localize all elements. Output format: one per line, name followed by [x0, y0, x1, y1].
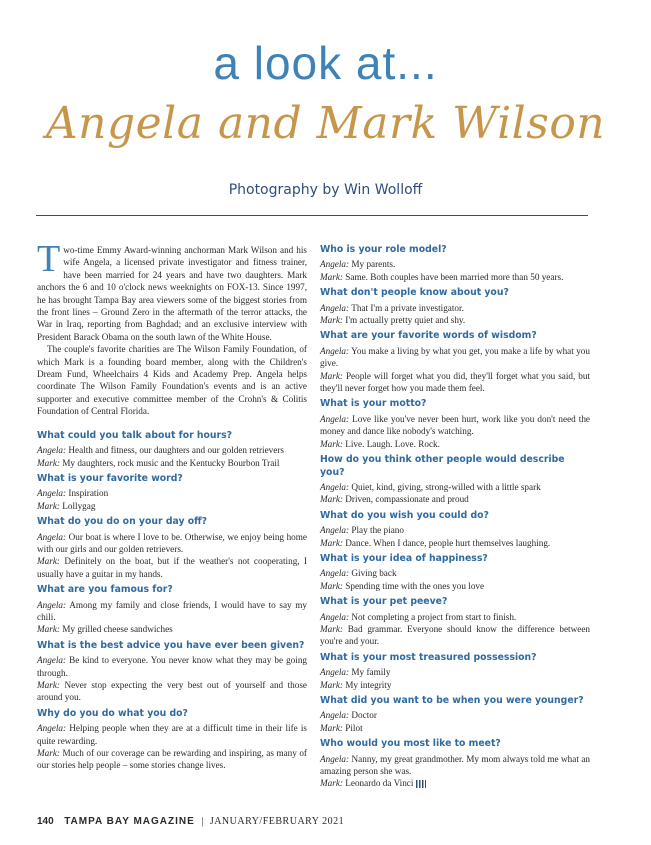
speaker-name: Angela: [320, 667, 350, 678]
speaker-name: Mark: [37, 556, 60, 567]
answer [320, 258, 590, 270]
answer-text: Love like you've never been hurt, work like you don't need the money and dance like nobody's watching. [320, 413, 590, 437]
answer [320, 679, 590, 691]
speaker-name: Mark: [320, 623, 343, 634]
speaker-name: Angela: [37, 531, 67, 542]
answer-text: My integrity [345, 679, 392, 690]
answer [320, 438, 590, 450]
answer [320, 345, 590, 370]
speaker-name: Mark: [320, 679, 343, 690]
answer [320, 302, 590, 314]
speaker-name: Angela: [320, 481, 350, 492]
question: What are your favorite words of wisdom? [320, 330, 537, 342]
qa-block [320, 695, 590, 734]
answer-text: Driven, compassionate and proud [345, 494, 469, 505]
qa-block [320, 510, 590, 549]
answer-text: Helping people when they are at a difficult time in their life is quite rewarding. [37, 723, 308, 746]
intro-paragraph-2: The couple's favorite charities are The Wilson Family Foundation, of which Mark is a founding board member, along with the Children's Dream Fund, Wheelchairs 4 Kids and Academy Prep. Angela helps coordinate The Wilson Family Foundation's events and is an active supporter and executive committee member of the Crohn's & Colitis Foundation of Central Florida. [37, 344, 307, 417]
answer-text: Quiet, kind, giving, strong-willed with a little spark [351, 481, 541, 492]
speaker-name: Angela: [320, 259, 350, 270]
answer-text: Among my family and close friends, I would have to say my chili. [37, 599, 307, 622]
speaker-name: Angela: [37, 488, 67, 499]
answer [37, 747, 307, 772]
answer-text: Bad grammar. Everyone should know the difference between you're and your. [320, 623, 590, 647]
answer [37, 531, 307, 556]
question: How do you think other people would describe you? [320, 454, 565, 478]
page-number: 140 [37, 816, 54, 827]
answer [320, 777, 590, 789]
qa-block [320, 454, 590, 506]
answer [320, 524, 590, 536]
speaker-name: Mark: [320, 271, 343, 282]
question: What could you talk about for hours? [37, 429, 233, 441]
answer-text: Be kind to everyone. You never know what they may be going through. [37, 655, 308, 678]
answer-text: Play the piano [351, 525, 404, 536]
speaker-name: Mark: [320, 778, 343, 789]
answer-text: Leonardo da Vinci [345, 778, 414, 789]
speaker-name: Angela: [320, 568, 350, 579]
qa-block [37, 708, 307, 772]
answer [37, 500, 307, 512]
speaker-name: Mark: [320, 722, 343, 733]
drop-cap: T [37, 238, 61, 280]
answer [320, 623, 590, 648]
qa-block [320, 738, 590, 790]
qa-block [320, 287, 590, 326]
speaker-name: Angela: [320, 753, 350, 764]
issue-date: JANUARY/FEBRUARY 2021 [209, 816, 345, 827]
answer-text: Health and fitness, our daughters and our golden retrievers [68, 445, 284, 456]
answer-text: Doctor [351, 710, 377, 721]
question: Who is your role model? [320, 244, 447, 255]
magazine-name: TAMPA BAY MAGAZINE [64, 816, 195, 827]
speaker-name: Angela: [320, 525, 350, 536]
answer [37, 722, 307, 747]
answer-text: Dance. When I dance, people hurt themselves laughing. [345, 537, 551, 548]
answer [320, 722, 590, 734]
answer-text: People will forget what you did, they'll forget what you said, but they'll never forget how you made them feel. [320, 370, 591, 394]
speaker-name: Mark: [320, 537, 343, 548]
answer [37, 444, 307, 456]
answer [37, 457, 307, 469]
speaker-name: Angela: [320, 413, 350, 424]
speaker-name: Angela: [320, 345, 350, 356]
answer-text: Never stop expecting the very best out of yourself and those around you. [37, 680, 308, 703]
speaker-name: Mark: [320, 315, 343, 326]
answer-text: I'm actually pretty quiet and shy. [345, 315, 466, 326]
answer [37, 487, 307, 499]
page-footer [37, 816, 344, 827]
qa-block [320, 596, 590, 648]
photo-credit: Photography by Win Wolloff [228, 182, 423, 198]
answer-text: Giving back [351, 568, 397, 579]
speaker-name: Mark: [320, 494, 343, 505]
answer [320, 753, 590, 778]
answer [320, 493, 590, 505]
speaker-name: Mark: [37, 748, 60, 759]
answer [37, 555, 307, 580]
answer-text: Much of our coverage can be rewarding and inspiring, as many of our stories help people – some stories change lives. [37, 748, 307, 771]
answer-text: My daughters, rock music and the Kentucky Bourbon Trail [62, 457, 280, 468]
qa-block [320, 330, 590, 394]
answer [320, 611, 590, 623]
question: What is your favorite word? [37, 472, 183, 484]
answer-text: That I'm a private investigator. [351, 302, 464, 313]
qa-block [320, 244, 590, 283]
answer-text: Same. Both couples have been married more than 50 years. [345, 271, 564, 282]
kicker-heading: a look at... [213, 37, 438, 89]
question: What is your idea of happiness? [320, 552, 488, 564]
answer [320, 413, 590, 438]
answer [37, 654, 307, 679]
question: What is your motto? [320, 398, 427, 410]
intro-paragraph-1 [37, 238, 307, 343]
end-mark-icon [416, 780, 426, 788]
answer-text: Live. Laugh. Love. Rock. [345, 438, 440, 449]
right-column [320, 244, 590, 794]
speaker-name: Mark: [37, 624, 60, 635]
answer-text: Inspiration [68, 488, 109, 499]
answer [320, 580, 590, 592]
article-title: Angela and Mark Wilson [45, 98, 606, 149]
answer-text: Spending time with the ones you love [345, 580, 485, 591]
answer-text: My family [351, 667, 391, 678]
speaker-name: Angela: [37, 655, 67, 666]
speaker-name: Mark: [320, 438, 343, 449]
speaker-name: Mark: [320, 370, 343, 381]
question: What is your most treasured possession? [320, 651, 537, 663]
qa-block [37, 473, 307, 512]
answer [37, 623, 307, 635]
question: What do you wish you could do? [320, 509, 489, 521]
question: What are you famous for? [37, 584, 173, 596]
answer-text: Our boat is where I love to be. Otherwise, we enjoy being home with our girls and our golden retrievers. [37, 531, 307, 554]
qa-block [37, 584, 307, 636]
speaker-name: Angela: [320, 710, 350, 721]
answer [37, 679, 307, 704]
qa-block [37, 516, 307, 580]
question: What do you do on your day off? [37, 516, 208, 528]
question: What is your pet peeve? [320, 596, 448, 608]
answer [320, 709, 590, 721]
answer-text: Lollygag [62, 500, 96, 511]
left-column [37, 238, 308, 776]
answer-text: Pilot [345, 722, 363, 733]
answer [320, 537, 590, 549]
speaker-name: Mark: [320, 580, 343, 591]
speaker-name: Angela: [320, 611, 350, 622]
answer-text: My grilled cheese sandwiches [62, 624, 173, 635]
speaker-name: Angela: [320, 302, 350, 313]
qa-block [320, 398, 590, 450]
spacer [37, 418, 307, 430]
qa-block [320, 553, 590, 592]
qa-block [37, 640, 307, 704]
speaker-name: Angela: [37, 445, 67, 456]
answer-text: My parents. [351, 259, 396, 270]
divider-rule [36, 215, 588, 216]
right-qa-list [320, 244, 590, 790]
speaker-name: Mark: [37, 500, 60, 511]
speaker-name: Angela: [37, 599, 67, 610]
question: What don't people know about you? [320, 287, 509, 299]
answer [320, 666, 590, 678]
answer [37, 599, 307, 624]
qa-block [37, 430, 307, 469]
answer [320, 567, 590, 579]
question: What is the best advice you have ever been given? [37, 639, 305, 651]
answer-text: Nanny, my great grandmother. My mom always told me what an amazing person she was. [320, 753, 591, 777]
left-qa-list [37, 430, 307, 772]
question: What did you want to be when you were younger? [320, 695, 584, 706]
speaker-name: Angela: [37, 723, 67, 734]
intro-text [37, 238, 307, 418]
answer-text: Not completing a project from start to finish. [351, 611, 517, 622]
answer-text: You make a living by what you get, you make a life by what you give. [320, 345, 590, 369]
answer [320, 271, 590, 283]
answer [320, 370, 590, 395]
speaker-name: Mark: [37, 680, 60, 690]
question: Why do you do what you do? [37, 707, 188, 719]
qa-block [320, 652, 590, 691]
intro-text-1: wo-time Emmy Award-winning anchorman Mark Wilson and his wife Angela, a licensed private investigator and fitness trainer, have been married for 24 years and have two daughters. Mark anchors the 6 and 10 o'clock news weeknights on FOX-13. Since 1997, he has brought Tampa Bay area viewers some of the biggest stories from the front lines – Ground Zero in the aftermath of the terror attacks, the War in Iraq, reporting from Baghdad; and an exclusive interview with President Barack Obama on the south lawn of the White House. [37, 245, 307, 342]
footer-separator: | [201, 816, 204, 827]
answer-text: Definitely on the boat, but if the weather's not cooperating, I usually have a guitar in my hands. [37, 556, 307, 579]
answer [320, 481, 590, 493]
question: Who would you most like to meet? [320, 738, 501, 750]
speaker-name: Mark: [37, 457, 60, 468]
answer [320, 314, 590, 326]
